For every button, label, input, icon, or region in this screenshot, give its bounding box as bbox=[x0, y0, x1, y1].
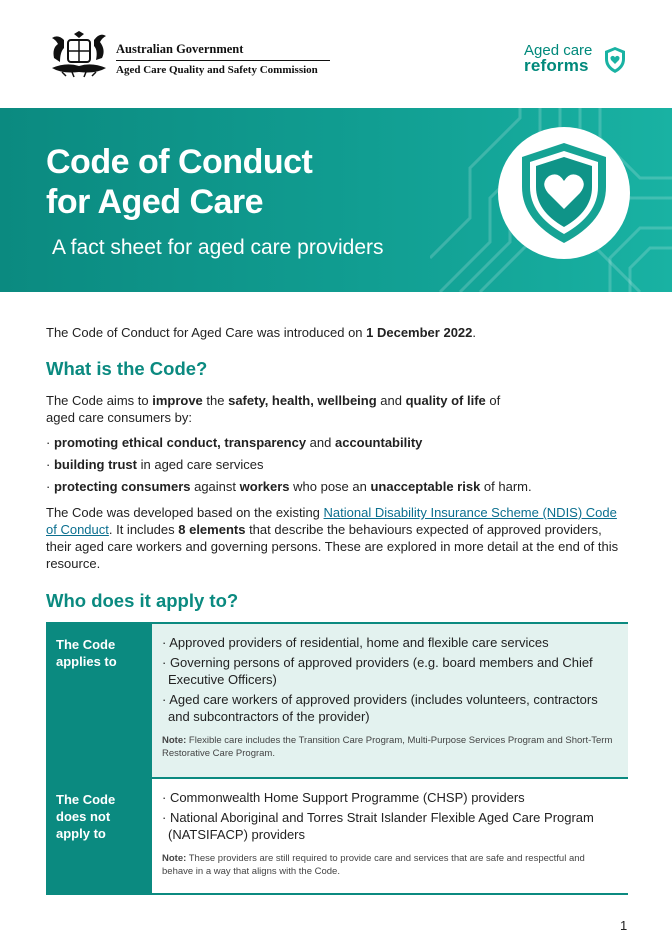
aims-paragraph bbox=[46, 392, 516, 426]
intro-paragraph bbox=[46, 324, 628, 341]
not-applies-header: The Code does not apply to bbox=[46, 779, 152, 893]
aims-text: of aged care consumers by: bbox=[46, 393, 501, 425]
bullet-mark: · bbox=[46, 435, 54, 450]
list-item bbox=[46, 476, 532, 498]
bullet-bold: unacceptable risk bbox=[370, 479, 481, 494]
list-item: · Commonwealth Home Support Programme (CHSP) providers bbox=[162, 790, 525, 805]
bullet-bold: promoting ethical conduct, transparency bbox=[53, 435, 307, 450]
developed-paragraph bbox=[46, 504, 628, 572]
aims-text: the bbox=[202, 393, 229, 408]
commission-name: Aged Care Quality and Safety Commission bbox=[116, 64, 318, 76]
developed-text: that describe the behaviours expected of approved providers, their aged care workers and governing persons. These are explored in more detail at the end of this resource. bbox=[46, 522, 619, 571]
list-item: · Governing persons of approved providers (e.g. board members and Chief Executive Officers) bbox=[162, 655, 593, 687]
table-row bbox=[46, 777, 628, 895]
title-banner bbox=[0, 108, 672, 292]
page-title bbox=[46, 142, 312, 222]
bullet-text: and bbox=[306, 435, 335, 450]
not-applies-note bbox=[162, 852, 614, 878]
bullet-text: who pose an bbox=[289, 479, 371, 494]
aims-list bbox=[46, 432, 532, 498]
applies-cell bbox=[152, 624, 628, 777]
heart-shield-icon bbox=[518, 141, 610, 245]
logo-line-1: Aged care bbox=[524, 42, 593, 59]
list-item bbox=[46, 432, 532, 454]
table-row bbox=[46, 622, 628, 777]
list-item: · National Aboriginal and Torres Strait Islander Flexible Aged Care Program (NATSIFACP) providers bbox=[162, 810, 594, 842]
what-heading: What is the Code? bbox=[46, 358, 208, 379]
intro-text: The Code of Conduct for Aged Care was introduced on bbox=[46, 325, 367, 340]
not-applies-cell bbox=[152, 779, 628, 893]
aims-text: The Code aims to bbox=[46, 393, 153, 408]
note-text: These providers are still required to provide care and services that are safe and respectful and behave in a way that aligns with the Code. bbox=[162, 853, 585, 877]
bullet-text: of harm. bbox=[480, 479, 532, 494]
bullet-bold: building trust bbox=[53, 457, 137, 472]
aims-bold: improve bbox=[152, 393, 203, 408]
developed-text: . It includes bbox=[108, 522, 179, 537]
list-item: · Approved providers of residential, home and flexible care services bbox=[162, 635, 549, 650]
note-label: Note: bbox=[162, 735, 187, 746]
ndis-code-link[interactable]: National Disability Insurance Scheme (NDIS) Code of Conduct bbox=[46, 505, 617, 537]
main-content bbox=[46, 320, 628, 877]
applies-table bbox=[46, 622, 628, 895]
aims-text: and bbox=[376, 393, 406, 408]
list-item bbox=[46, 454, 532, 476]
note-text: Flexible care includes the Transition Care Program, Multi-Purpose Services Program and Short-Term Restorative Care Program. bbox=[162, 735, 613, 759]
bullet-bold: workers bbox=[239, 479, 290, 494]
applies-note bbox=[162, 734, 614, 760]
bullet-text: in aged care services bbox=[137, 457, 264, 472]
aims-bold: safety, health, wellbeing bbox=[228, 393, 377, 408]
title-line-1: Code of Conduct bbox=[46, 143, 313, 181]
note-label: Note: bbox=[162, 853, 187, 864]
bullet-mark: · bbox=[46, 457, 54, 472]
shield-heart-icon bbox=[604, 46, 626, 74]
government-name: Australian Government bbox=[116, 42, 244, 56]
bullet-bold: protecting consumers bbox=[53, 479, 191, 494]
aims-bold: quality of life bbox=[405, 393, 486, 408]
bullet-text: against bbox=[190, 479, 240, 494]
intro-date: 1 December 2022 bbox=[366, 325, 473, 340]
shield-badge bbox=[498, 127, 630, 259]
coat-of-arms-icon bbox=[46, 30, 112, 78]
list-item: · Aged care workers of approved providers (includes volunteers, contractors and subcontractors of the provider) bbox=[162, 692, 598, 724]
government-wordmark bbox=[116, 42, 330, 76]
developed-bold: 8 elements bbox=[178, 522, 246, 537]
page-number: 1 bbox=[620, 918, 628, 933]
wordmark-divider bbox=[116, 60, 330, 61]
who-heading: Who does it apply to? bbox=[46, 590, 239, 611]
title-line-2: for Aged Care bbox=[46, 183, 264, 221]
page-header bbox=[0, 0, 672, 108]
developed-text: The Code was developed based on the existing bbox=[46, 505, 324, 520]
bullet-bold: accountability bbox=[334, 435, 423, 450]
bullet-mark: · bbox=[46, 479, 54, 494]
intro-end: . bbox=[472, 325, 477, 340]
applies-header: The Code applies to bbox=[46, 624, 152, 777]
aged-care-reforms-logo bbox=[522, 42, 630, 78]
page-subtitle: A fact sheet for aged care providers bbox=[52, 236, 384, 259]
logo-line-2: reforms bbox=[524, 56, 589, 75]
